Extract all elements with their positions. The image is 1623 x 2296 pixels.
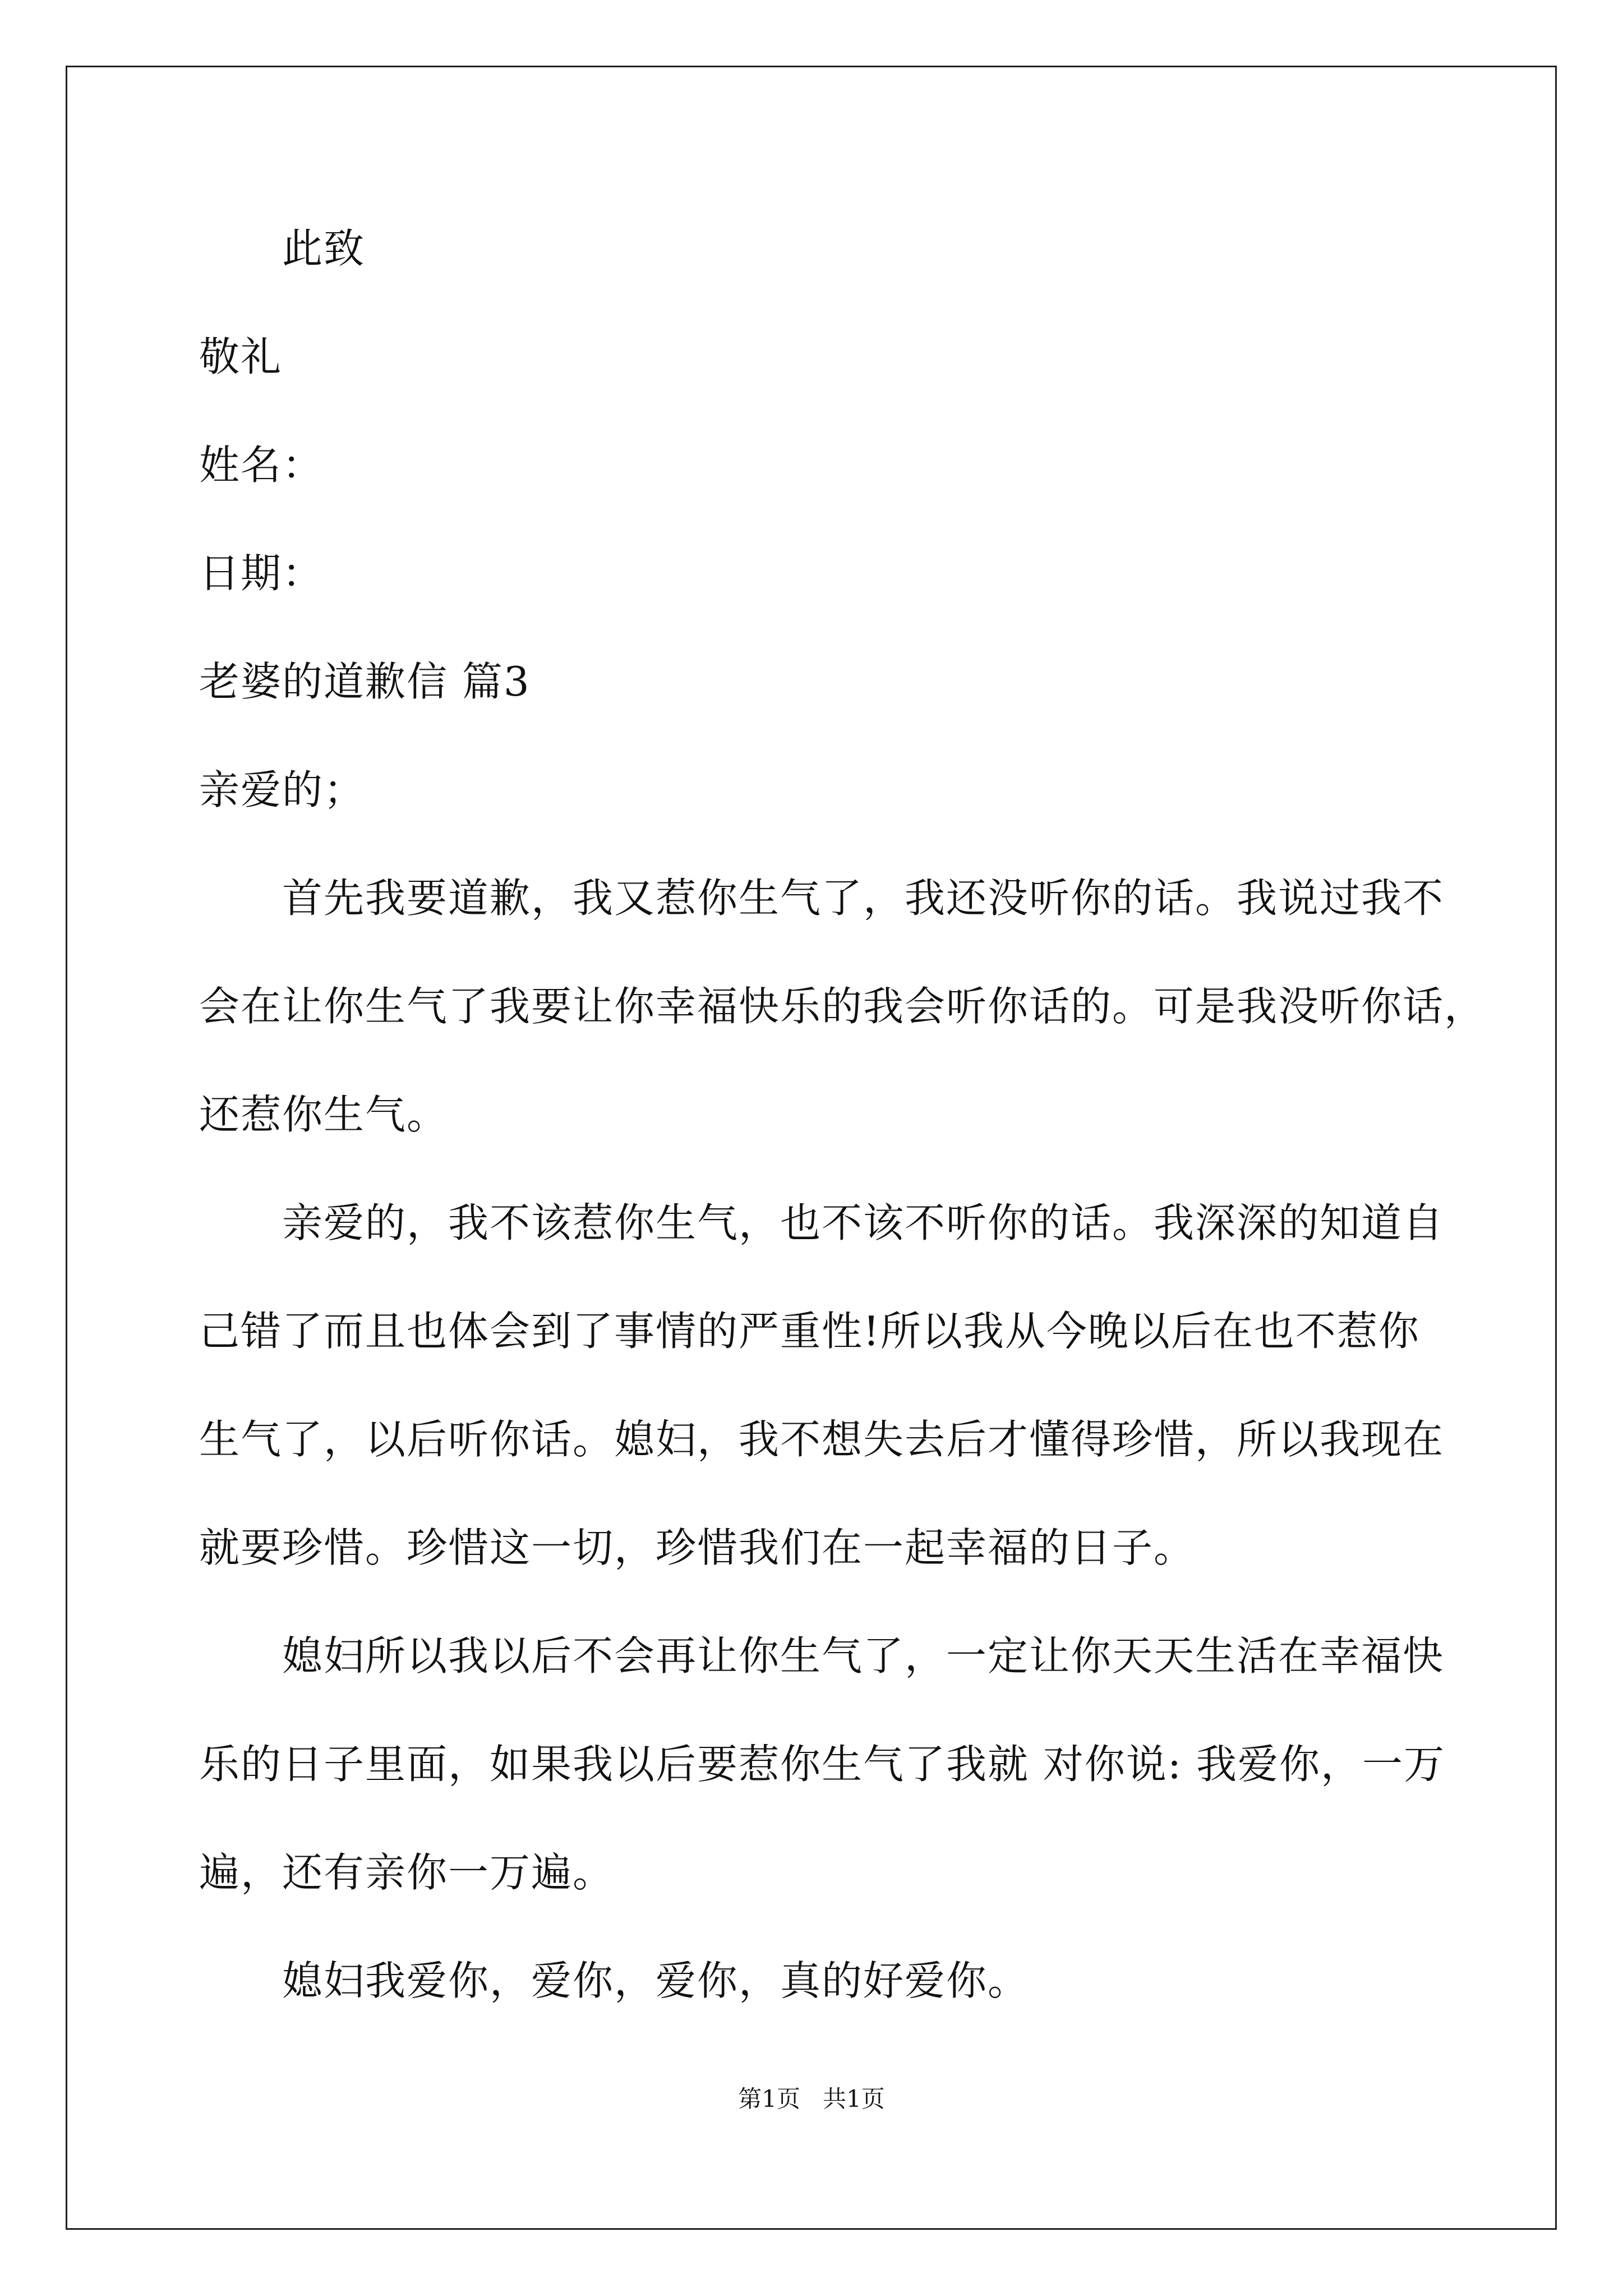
page-border — [66, 66, 1557, 2230]
name-label: 姓名： — [199, 441, 324, 489]
paragraph-3-line-1: 媳妇所以我以后不会再让你生气了，一定让你天天生活在幸福快 — [282, 1632, 1445, 1680]
paragraph-2-line-4: 就要珍惜。珍惜这一切，珍惜我们在一起幸福的日子。 — [199, 1524, 1196, 1571]
paragraph-2-line-1: 亲爱的，我不该惹你生气，也不该不听你的话。我深深的知道自 — [282, 1199, 1445, 1246]
paragraph-2-line-3: 生气了，以后听你话。媳妇，我不想失去后才懂得珍惜，所以我现在 — [199, 1416, 1445, 1463]
paragraph-3-line-2: 乐的日子里面，如果我以后要惹你生气了我就 对你说: 我爱你，一万 — [199, 1741, 1446, 1788]
closing-salutation-1: 此致 — [282, 225, 366, 272]
page-footer — [0, 2083, 1623, 2115]
paragraph-3-line-3: 遍，还有亲你一万遍。 — [199, 1849, 615, 1896]
letter-greeting: 亲爱的； — [199, 766, 366, 813]
paragraph-1-line-1: 首先我要道歉，我又惹你生气了，我还没听你的话。我说过我不 — [282, 875, 1445, 922]
paragraph-1-line-2: 会在让你生气了我要让你幸福快乐的我会听你话的。可是我没听你话， — [199, 983, 1486, 1030]
paragraph-2-line-2: 己错了而且也体会到了事情的严重性!所以我从今晚以后在也不惹你 — [199, 1308, 1420, 1355]
page-number: 第1页 共1页 — [738, 2085, 885, 2113]
paragraph-4-line-1: 媳妇我爱你，爱你，爱你，真的好爱你。 — [282, 1957, 1030, 2004]
paragraph-1-line-3: 还惹你生气。 — [199, 1091, 449, 1138]
date-label: 日期： — [199, 550, 324, 597]
closing-salutation-2: 敬礼 — [199, 333, 283, 380]
section-title: 老婆的道歉信 篇3 — [199, 658, 531, 705]
